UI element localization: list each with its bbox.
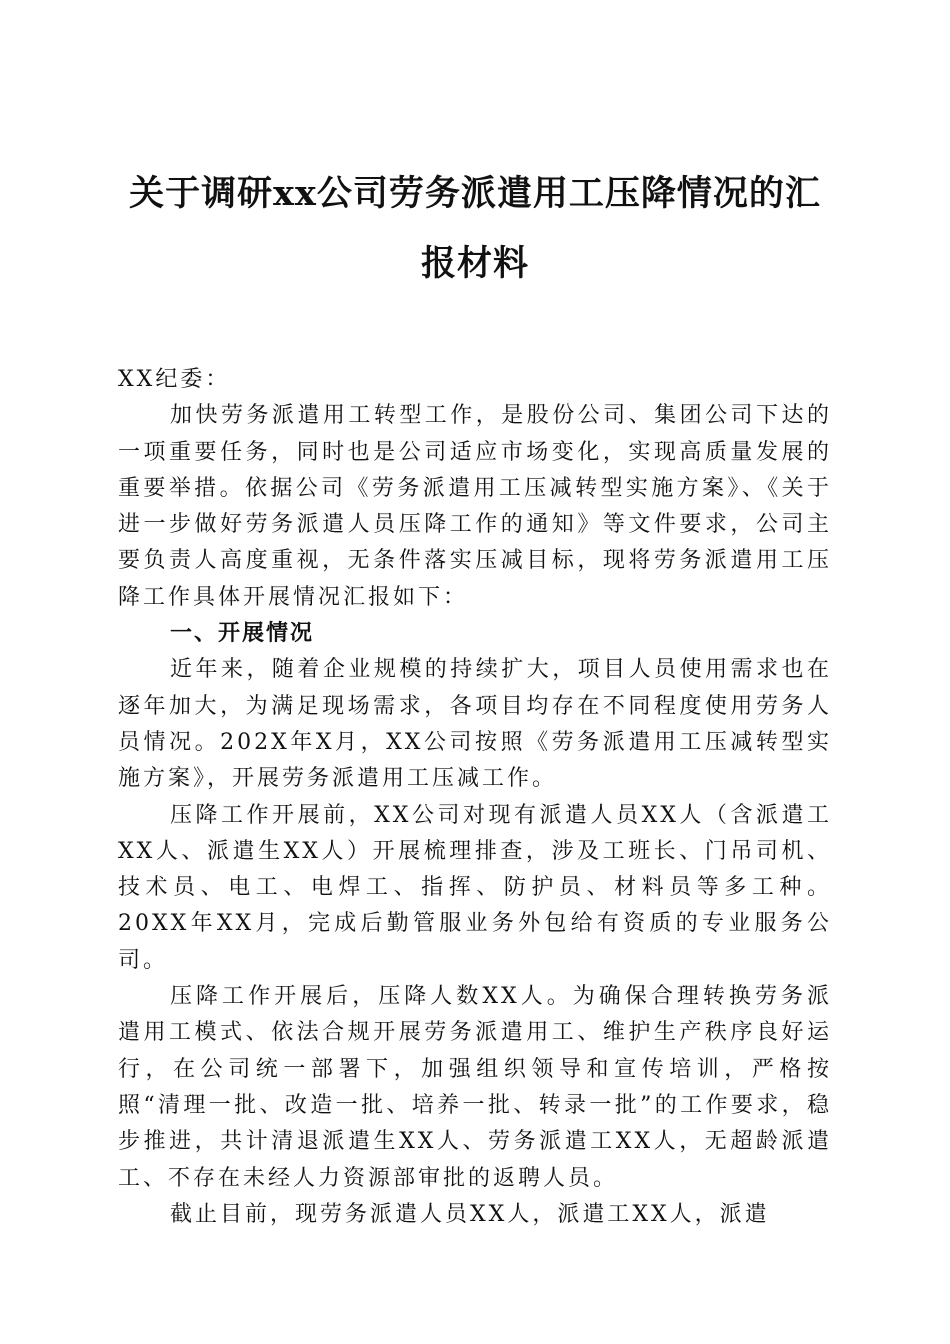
document-body	[118, 362, 832, 1233]
document-title-line-1: 关于调研xx公司劳务派遣用工压降情况的汇	[129, 173, 821, 214]
body-paragraph: 压降工作开展前，XX公司对现有派遣人员XX人（含派遣工XX人、派遣生XX人）开展梳理排查，涉及工班长、门吊司机、技术员、电工、电焊工、指挥、防护员、材料员等多工种。20XX年XX月，完成后勤管服业务外包给有资质的专业服务公司。	[118, 802, 832, 973]
body-paragraph: 压降工作开展后，压降人数XX人。为确保合理转换劳务派遣用工模式、依法合规开展劳务派遣用工、维护生产秩序良好运行，在公司统一部署下，加强组织领导和宣传培训，严格按照“清理一批、改造一批、培养一批、转录一批”的工作要求，稳步推进，共计清退派遣生XX人、劳务派遣工XX人，无超龄派遣工、不存在未经人力资源部审批的返聘人员。	[118, 984, 832, 1191]
body-paragraph: 截止目前，现劳务派遣人员XX人，派遣工XX人，派遣	[170, 1201, 770, 1227]
document-title-line-2: 报材料	[420, 243, 529, 284]
intro-paragraph: 加快劳务派遣用工转型工作，是股份公司、集团公司下达的一项重要任务，同时也是公司适应市场变化，实现高质量发展的重要举措。依据公司《劳务派遣用工压减转型实施方案》、《关于进一步做好劳务派遣人员压降工作的通知》等文件要求，公司主要负责人高度重视，无条件落实压减目标，现将劳务派遣用工压降工作具体开展情况汇报如下：	[118, 403, 832, 610]
salutation: XX纪委：	[118, 367, 231, 392]
section-heading: 一、开展情况	[170, 621, 315, 647]
body-paragraph: 近年来，随着企业规模的持续扩大，项目人员使用需求也在逐年加大，为满足现场需求，各项目均存在不同程度使用劳务人员情况。202X年X月，XX公司按照《劳务派遣用工压减转型实施方案》，开展劳务派遣用工压减工作。	[118, 657, 832, 792]
